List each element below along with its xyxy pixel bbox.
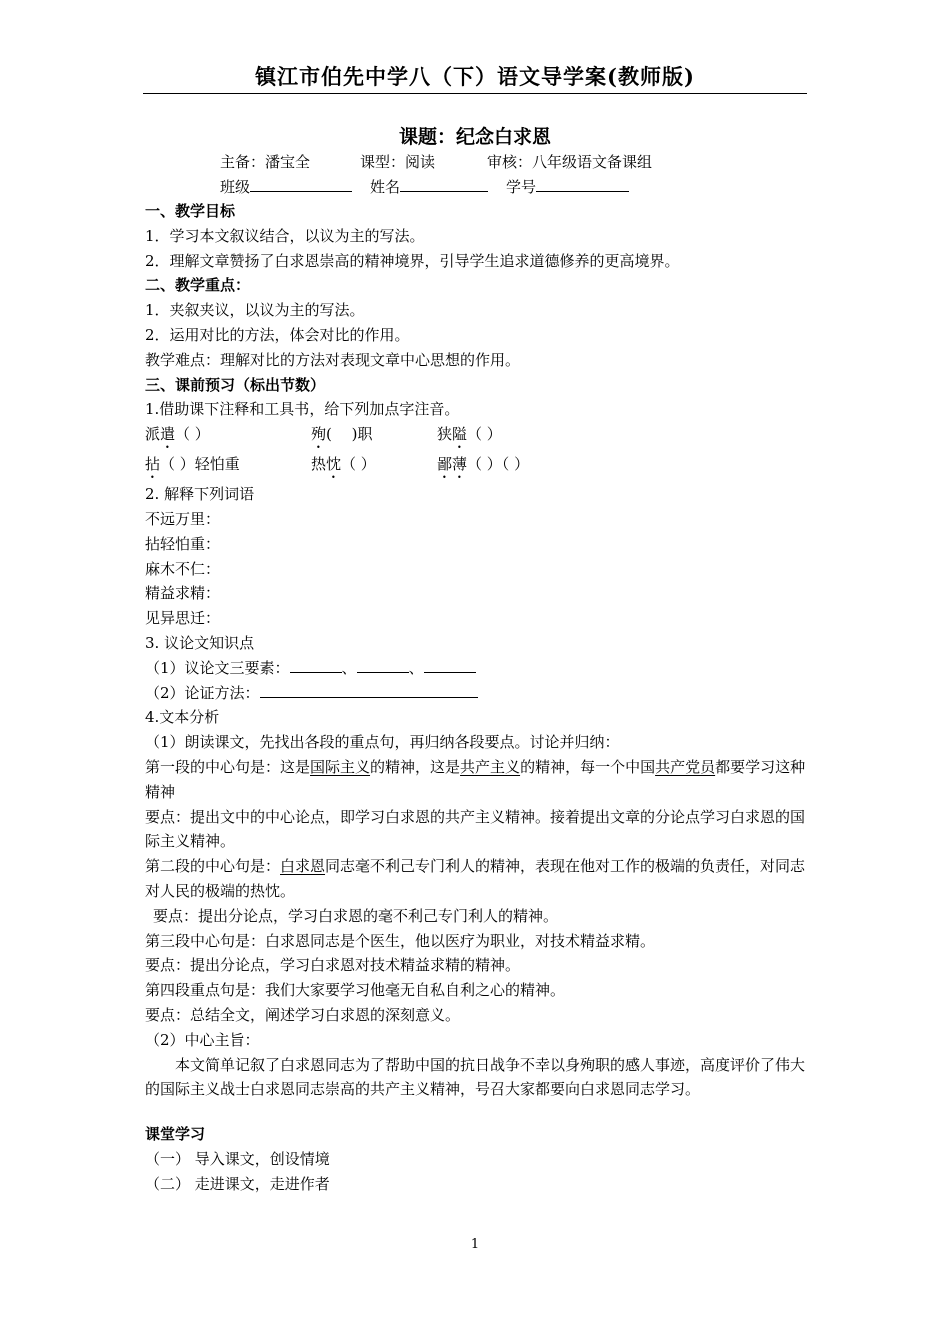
para4-center: 第四段重点句是：我们大家要学习他毫无自私自利之心的精神。	[145, 981, 566, 1000]
para2-center: 第二段的中心句是：白求恩同志毫不利己专门利人的精神，表现在他对工作的极端的负责任，对同志对人民的极端的热忱。	[145, 857, 806, 900]
key-point-item: 2．运用对比的方法，体会对比的作用。	[145, 325, 410, 344]
element-blank-3[interactable]	[424, 657, 476, 673]
goal-item: 2．理解文章赞扬了白求恩崇高的精神境界，引导学生追求道德修养的更高境界。	[145, 251, 680, 270]
class-label: 班级	[220, 178, 251, 196]
preview-question-3: 3. 议论文知识点	[145, 633, 255, 652]
para1-key: 要点：提出文中的中心论点，即学习白求恩的共产主义精神。接着提出文章的分论点学习白求恩的国际主义精神。	[145, 807, 806, 851]
key-points-heading: 二、教学重点：	[145, 276, 251, 295]
para3-key: 要点：提出分论点，学习白求恩对技术精益求精的精神。	[145, 956, 521, 975]
term-item: 精益求精：	[145, 584, 221, 603]
document-header: 镇江市伯先中学八（下）语文导学案(教师版)	[255, 64, 695, 89]
key-point-item: 1．夹叙夹议，以议为主的写法。	[145, 301, 365, 320]
classroom-item: （二） 走进课文，走进作者	[145, 1174, 330, 1193]
preview-question-4: 4.文本分析	[145, 708, 220, 727]
element-blank-1[interactable]	[290, 657, 342, 673]
name-field[interactable]	[400, 176, 488, 192]
classroom-item: （一） 导入课文，创设情境	[145, 1149, 330, 1168]
analysis-instruction: （1）朗读课文，先找出各段的重点句，再归纳各段要点。讨论并归纳：	[145, 733, 620, 752]
theme-heading: （2）中心主旨：	[145, 1030, 260, 1049]
theme-text: 本文简单记叙了白求恩同志为了帮助中国的抗日战争不幸以身殉职的感人事迹，高度评价了伟大的国际主义战士白求恩同志崇高的共产主义精神，号召大家都要向白求恩同志学习。	[145, 1055, 806, 1099]
document-body	[145, 199, 813, 1196]
phonetic-row-1	[145, 422, 813, 452]
id-label: 学号	[506, 178, 537, 196]
three-elements: （1）议论文三要素： 、 、	[145, 656, 813, 681]
term-item: 麻木不仁：	[145, 559, 221, 578]
difficulty: 教学难点：理解对比的方法对表现文章中心思想的作用。	[145, 350, 521, 369]
page-number: 1	[470, 1237, 480, 1252]
author-label: 主备：潘宝全	[220, 153, 311, 171]
word-nianqing: 拈（ ）轻怕重	[145, 455, 240, 474]
lesson-meta	[220, 151, 652, 173]
phonetic-row-2	[145, 452, 813, 482]
type-label: 课型：阅读	[360, 153, 436, 171]
term-item: 见异思迁：	[145, 609, 221, 628]
word-paiqian: 派遣（ ）	[145, 425, 210, 444]
methods-blank[interactable]	[260, 682, 478, 698]
header-rule	[143, 93, 807, 94]
term-item: 拈轻怕重：	[145, 534, 221, 553]
para3-center: 第三段中心句是：白求恩同志是个医生，他以医疗为职业，对技术精益求精。	[145, 931, 656, 950]
word-xiaai: 狭隘（ ）	[437, 425, 502, 444]
classroom-heading: 课堂学习	[145, 1125, 206, 1144]
id-field[interactable]	[536, 176, 629, 192]
goals-heading: 一、教学目标	[145, 202, 236, 220]
preview-heading: 三、课前预习（标出节数）	[145, 375, 326, 394]
name-label: 姓名	[370, 178, 401, 196]
para1-center: 第一段的中心句是：这是国际主义的精神，这是共产主义的精神，每一个中国共产党员都要学习这种精神	[145, 757, 806, 801]
argument-methods: （2）论证方法：	[145, 681, 813, 706]
element-blank-2[interactable]	[357, 657, 409, 673]
para4-key: 要点：总结全文，阐述学习白求恩的深刻意义。	[145, 1005, 461, 1024]
para2-key: 要点：提出分论点，学习白求恩的毫不利己专门利人的精神。	[153, 906, 559, 925]
class-field[interactable]	[250, 176, 352, 192]
review-label: 审核：八年级语文备课组	[487, 153, 653, 171]
student-info	[220, 176, 629, 198]
goal-item: 1．学习本文叙议结合，以议为主的写法。	[145, 226, 425, 245]
word-rechen: 热忱（ ）	[311, 455, 376, 474]
preview-question-1: 1.借助课下注释和工具书，给下列加点字注音。	[145, 400, 460, 419]
word-xunzhi: 殉( )职	[311, 425, 373, 444]
lesson-title: 课题：纪念白求恩	[398, 126, 551, 148]
term-item: 不远万里：	[145, 509, 221, 528]
preview-question-2: 2. 解释下列词语	[145, 485, 255, 504]
word-bibo: 鄙薄（ ）（ ）	[437, 455, 530, 474]
